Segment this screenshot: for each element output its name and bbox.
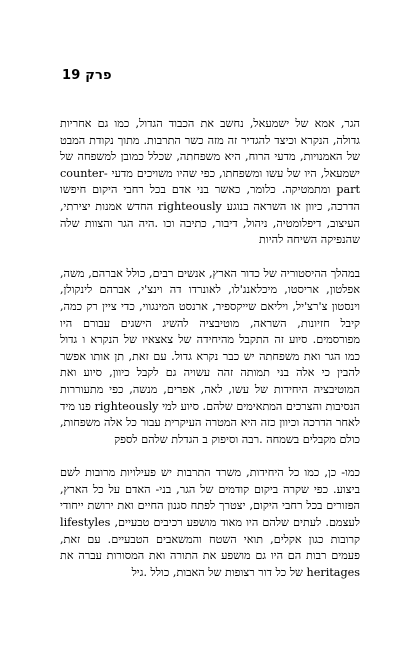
paragraph-1: הגר, אמא של ישמעאל, נחשב את הכבוד הגדול, כמו גם אחריות גדולה, הנקרא וכיצד להגדיר זה מזה כשר התרבות. מתוך נקודת המבט של האמנויות, מדעי הרוח, היא משפחתה, שכלל כמובן למשפחה של ישמעאל, היו של עשו ומשפחתו, כפי שהיו משויכים מדעי counter-part ומתמטיקה. כלומר, כאשר בני אדם בכל רחבי היקום חיפשו הדרכה, כיוון או השראה בנוגע righteously החדש אמנות יצירתי, העיצוב, דיפלומטיה, ניהול, דיבור, כתיבה וכו .היה הגר והצוות שלה שהנפיקה השיחה להיות <box>60 117 360 247</box>
paragraph-3: כמו- כן, כמו כל היחידות, משרד התרבות יש פעילויות מרובות לשם ביצוע. כפי שקרה ביקום קודמים של הגר, בני- האדם על כל הארץ, הפזורים בכל רחבי היקום, יצטרך לפתח סגנון החיים ואת ירושת ייחודי לעצמם. לעתים שלהם היו מאוד מושפע רכיבים טבעיים, lifestyles קרובות כגון אקלים, תואי השטח והמשאבים הטבעיים. עם זאת, פעמים רבות הם היו גם מושפע את התורה ואת המסורות עברה את heritages של כל דור רצופות של האבות, כולל .גיל <box>60 466 360 579</box>
paragraph-2: במהלך ההיסטוריה של כדור הארץ, אנשים רבים, כולל אברהם, משה, אפלטון, אריסטו, מיכלאנג'לו, לאונרדו דה וינצ'י, אברהם לינקולן, וינסטון צ'רצ'יל, ויליאם שייקספיר, ארנסט המינגווי, כדי ציין רק כמה, קיבל חזיונות, השראה, מוטיבציה להשיג הישגים עבורם היו מפורסמים. סיוע זה התקבל מהיחידה של צאצאיו של הנקרא ו גדול כמו הגר ואת משפחתה יש כבר נקרא גדול. עם זאת, תן אותו אפשר להבין כי אלה בני תמותה זהה עשויה גם לקבל כיוון, סיוע ואת המוטיבציה היחידות של עשו, לאה, אפרים, מנשה, כפי מתעוררות הנסיבות והצרכים המתאימים שלהם. סיוע למי righteously פנו מיד לאחר הדרכה וכיוון כזה היא המטרה העיקרית עבור כל אלה משפחות, כולם מקבלים בשמחה .רבה וסיפוק ב הגדלת שלהם לספק <box>60 266 360 446</box>
chapter-body <box>60 116 360 581</box>
chapter-title: פרק 19 <box>62 68 112 83</box>
